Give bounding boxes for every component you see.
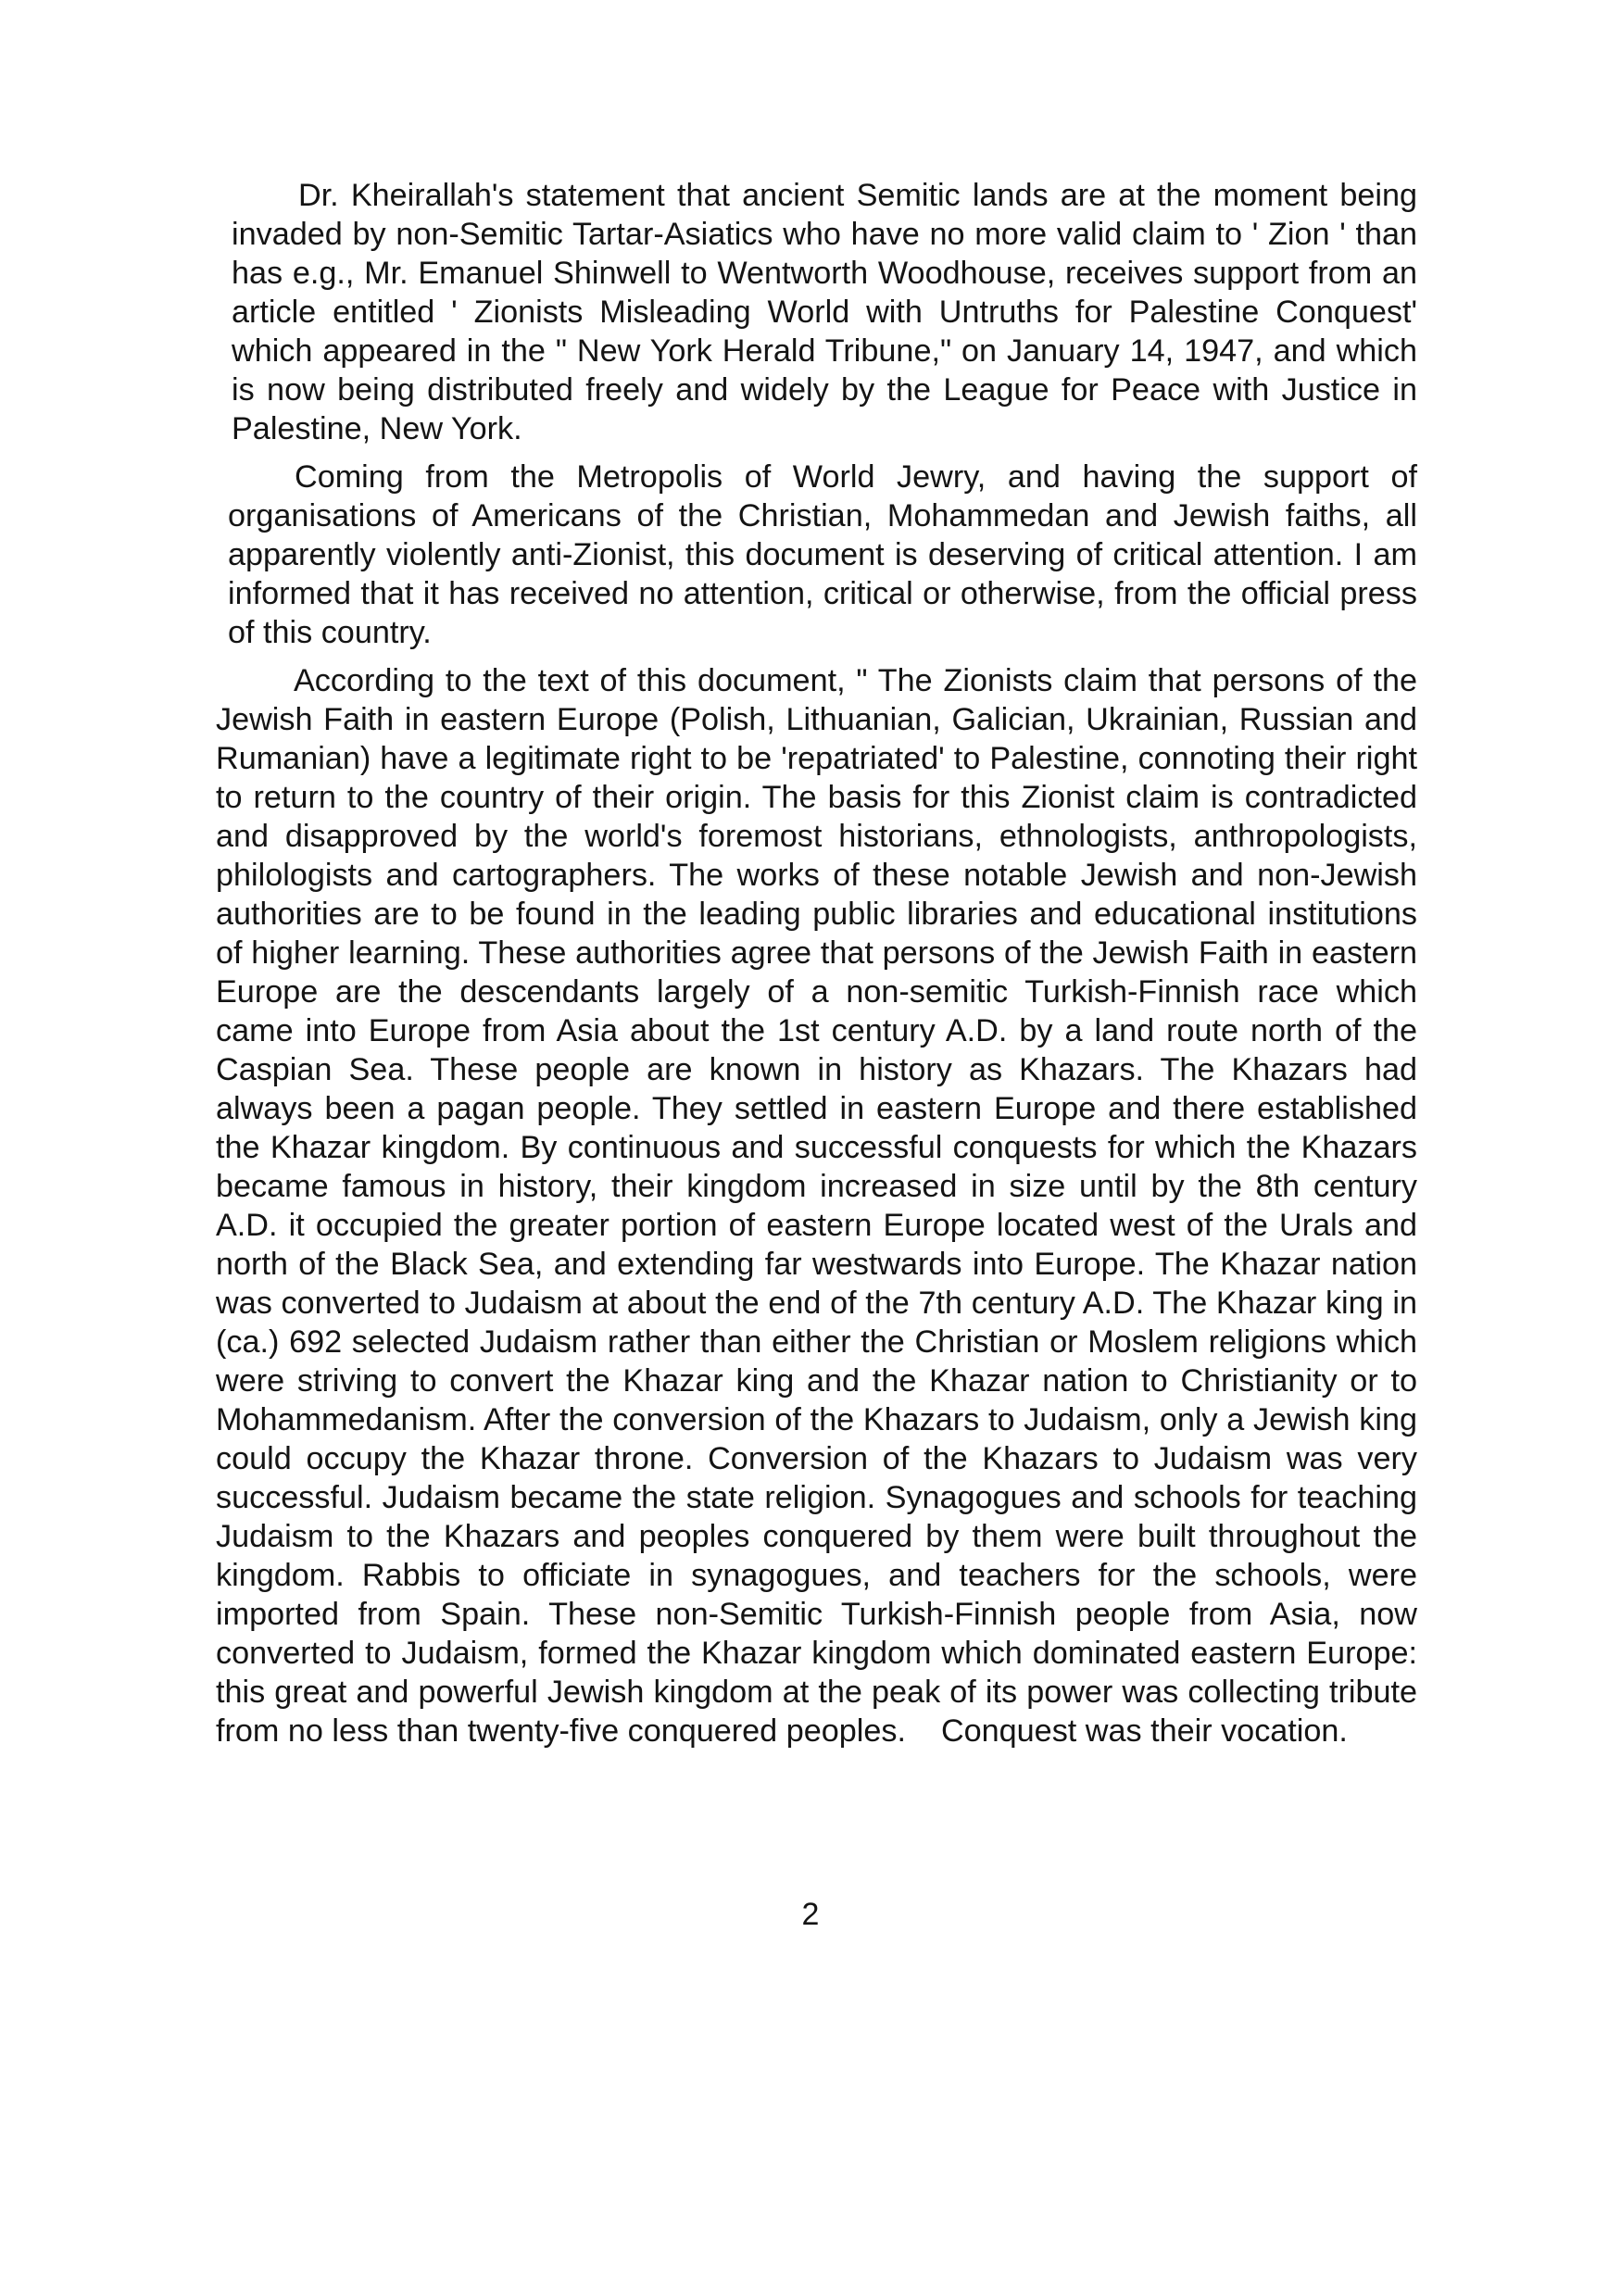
paragraph-2: Coming from the Metropolis of World Jewry, and having the support of organisations of Americans of the Christian, Mohammedan and Jewish faiths, all apparently violently anti-Zionist, this document is deserving of critical attention. I am informed that it has received no attention, critical or otherwise, from the official press of this country. [228,459,1417,650]
paragraph-3: According to the text of this document, " The Zionists claim that persons of the Jewish Faith in eastern Europe (Polish, Lithuanian, Galician, Ukrainian, Russian and Rumanian) have a legitimate right to be 'repatriated' to Palestine, connoting their right to return to the country of their origin. The basis for this Zionist claim is contradicted and disapproved by the world's foremost historians, ethnologists, anthropologists, philologists and cartographers. The works of these notable Jewish and non-Jewish authorities are to be found in the leading public libraries and educational institutions of higher learning. These authorities agree that persons of the Jewish Faith in eastern Europe are the descendants largely of a non-semitic Turkish-Finnish race which came into Europe from Asia about the 1st century A.D. by a land route north of the Caspian Sea. These people are known in history as Khazars. The Khazars had always been a pagan people. They settled in eastern Europe and there established the Khazar kingdom. By continuous and successful conquests for which the Khazars became famous in history, their kingdom increased in size until by the 8th century A.D. it occupied the greater portion of eastern Europe located west of the Urals and north of the Black Sea, and extending far westwards into Europe. The Khazar nation was converted to Judaism at about the end of the 7th century A.D. The Khazar king in (ca.) 692 selected Judaism rather than either the Christian or Moslem religions which were striving to convert the Khazar king and the Khazar nation to Christianity or to Mohammedanism. After the conversion of the Khazars to Judaism, only a Jewish king could occupy the Khazar throne. Conversion of the Khazars to Judaism was very successful. Judaism became the state religion. Synagogues and schools for teaching Judaism to the Khazars and peoples conquered by them were built throughout the kingdom. Rabbis to officiate in synagogues, and teachers for the schools, were imported from Spain. These non-Semitic Turkish-Finnish people from Asia, now converted to Judaism, formed the Khazar kingdom which dominated eastern Europe: this great and powerful Jewish kingdom at the peak of its power was collecting tribute from no less than twenty-five conquered peoples. Conquest was their vocation. [216,663,1417,1749]
body-text [216,176,1417,1750]
paragraph-1: Dr. Kheirallah's statement that ancient Semitic lands are at the moment being invaded by non-Semitic Tartar-Asiatics who have no more valid claim to ' Zion ' than has e.g., Mr. Emanuel Shinwell to Wentworth Woodhouse, receives support from an article entitled ' Zionists Misleading World with Untruths for Palestine Conquest' which appeared in the " New York Herald Tribune," on January 14, 1947, and which is now being distributed freely and widely by the League for Peace with Justice in Palestine, New York. [232,178,1417,446]
page-number: 2 [801,1897,820,1932]
